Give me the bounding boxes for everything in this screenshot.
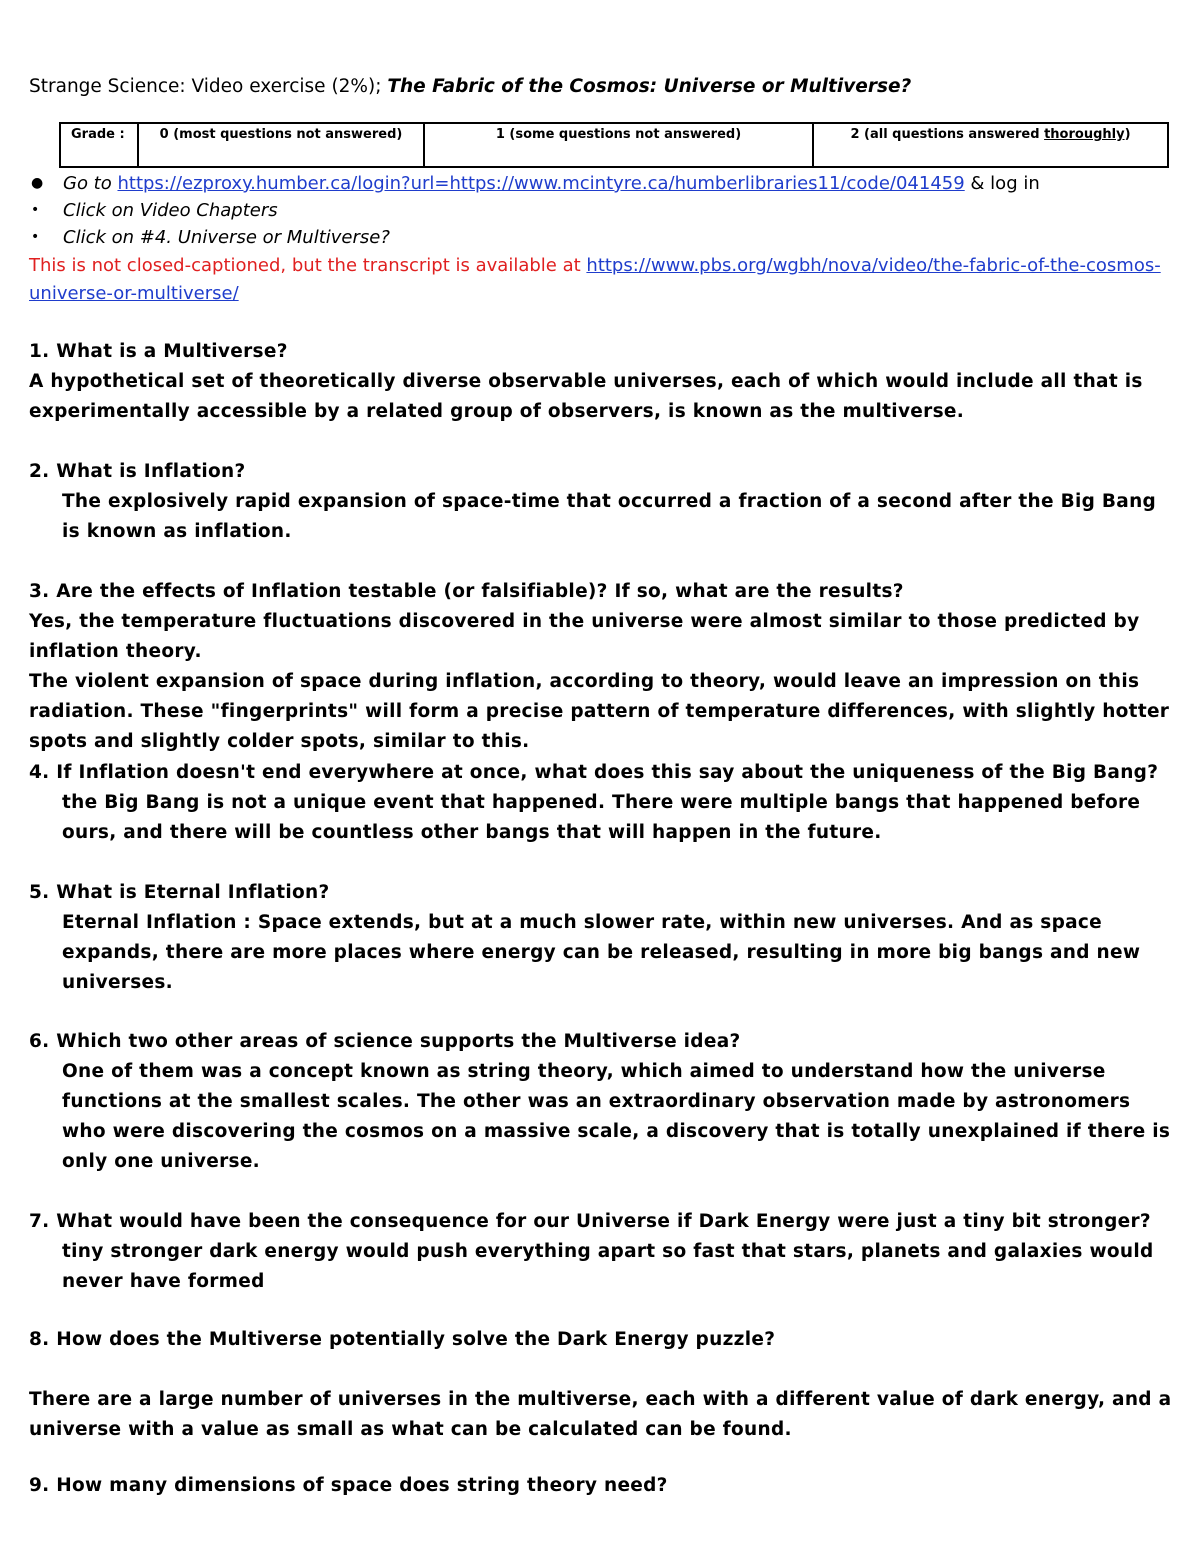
bullet-icon: ●	[31, 175, 44, 191]
question-text: 6. Which two other areas of science supports the Multiverse idea?	[29, 1031, 741, 1052]
question-text: 1. What is a Multiverse?	[29, 341, 288, 362]
grade-2-text-a: 2 (all questions answered	[850, 127, 1045, 142]
question-text: 4. If Inflation doesn't end everywhere at once, what does this say about the uniqueness of the Big Bang?	[29, 762, 1159, 783]
question-text: 2. What is Inflation?	[29, 461, 246, 482]
transcript-link[interactable]: https://www.pbs.org/wgbh/nova/video/the-fabric-of-the-cosmos-universe-or-multiverse/	[29, 255, 1161, 304]
answer-text: A hypothetical set of theoretically diverse observable universes, each of which would include all that is experimentally accessible by a related group of observers, is known as the multiverse.	[29, 371, 1143, 422]
question-block-7	[29, 1207, 1174, 1297]
question-text: 8. How does the Multiverse potentially solve the Dark Energy puzzle?	[29, 1329, 776, 1350]
grade-2-text-c: )	[1124, 127, 1131, 142]
grade-table	[59, 122, 1169, 168]
grade-0-cell: 0 (most questions not answered)	[138, 123, 424, 167]
step-text: Click on #4. Universe or Multiverse?	[63, 227, 390, 248]
question-block-1	[29, 337, 1174, 427]
step-suffix: & log in	[964, 173, 1040, 194]
list-item	[29, 170, 1040, 197]
header-prefix: Strange Science: Video exercise (2%);	[29, 76, 388, 97]
ezproxy-link[interactable]: https://ezproxy.humber.ca/login?url=https://www.mcintyre.ca/humberlibraries11/code/041459	[117, 173, 965, 194]
answer-text: Yes, the temperature fluctuations discovered in the universe were almost similar to those predicted by inflation theory.	[29, 611, 1140, 662]
answer-text: the Big Bang is not a unique event that happened. There were multiple bangs that happened before ours, and there will be countless other bangs that will happen in the future.	[62, 792, 1141, 843]
question-block-8	[29, 1325, 1174, 1445]
question-block-6	[29, 1027, 1174, 1177]
question-text: 7. What would have been the consequence for our Universe if Dark Energy were just a tiny bit stronger?	[29, 1211, 1151, 1232]
grade-1-cell: 1 (some questions not answered)	[424, 123, 813, 167]
question-block-5	[29, 878, 1174, 998]
instruction-list	[29, 170, 1040, 251]
bullet-icon: •	[31, 229, 40, 245]
question-block-9	[29, 1471, 1174, 1501]
grade-2-cell	[813, 123, 1168, 167]
list-item	[29, 224, 1040, 251]
document-header	[29, 76, 911, 97]
notice-text: This is not closed-captioned, but the transcript is available at	[29, 255, 587, 276]
answer-text-continued: The violent expansion of space during inflation, according to theory, would leave an impression on this radiation. These "fingerprints" will form a precise pattern of temperature differences, with slightly hotter spots and slightly colder spots, similar to this.	[29, 671, 1170, 752]
answer-text: There are a large number of universes in the multiverse, each with a different value of dark energy, and a universe with a value as small as what can be calculated can be found.	[29, 1389, 1172, 1440]
bullet-icon: •	[31, 202, 40, 218]
transcript-notice	[29, 252, 1174, 308]
grade-label-cell: Grade :	[60, 123, 138, 167]
question-text: 5. What is Eternal Inflation?	[29, 882, 330, 903]
question-block-4	[29, 758, 1174, 848]
answer-text: The explosively rapid expansion of space-time that occurred a fraction of a second after the Big Bang is known as inflation.	[62, 491, 1157, 542]
list-item	[29, 197, 1040, 224]
answer-text: tiny stronger dark energy would push everything apart so fast that stars, planets and galaxies would never have formed	[62, 1241, 1154, 1292]
document-title: The Fabric of the Cosmos: Universe or Multiverse?	[387, 76, 912, 97]
question-text: 9. How many dimensions of space does string theory need?	[29, 1475, 668, 1496]
answer-text: Eternal Inflation : Space extends, but at a much slower rate, within new universes. And as space expands, there are more places where energy can be released, resulting in more big bangs and new universes.	[62, 912, 1141, 993]
question-block-2	[29, 457, 1174, 547]
step-text: Click on Video Chapters	[63, 200, 278, 221]
question-block-3	[29, 577, 1174, 757]
grade-2-thoroughly: thoroughly	[1044, 127, 1125, 142]
step-prefix: Go to	[63, 173, 118, 194]
answer-text: One of them was a concept known as string theory, which aimed to understand how the universe functions at the smallest scales. The other was an extraordinary observation made by astronomers who were discovering the cosmos on a massive scale, a discovery that is totally unexplained if there is only one universe.	[62, 1061, 1171, 1172]
question-text: 3. Are the effects of Inflation testable (or falsifiable)? If so, what are the results?	[29, 581, 904, 602]
